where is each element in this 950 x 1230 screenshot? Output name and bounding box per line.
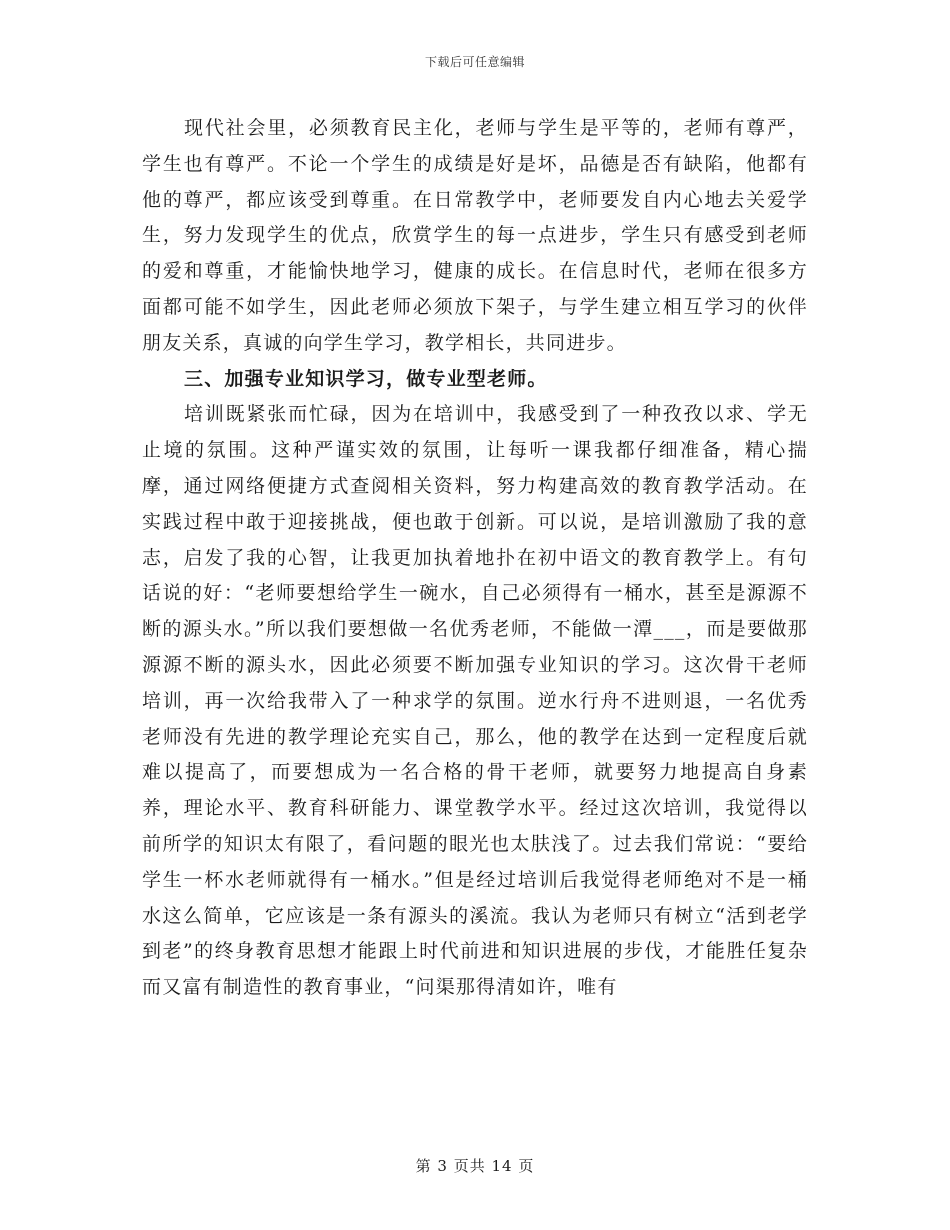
page-number: 第 3 页共 14 页: [415, 1157, 535, 1175]
document-body: [142, 111, 808, 1006]
header-note: 下载后可任意编辑: [424, 55, 525, 69]
paragraph-1: 现代社会里，必须教育民主化，老师与学生是平等的，老师有尊严，学生也有尊严。不论一个学生的成绩是好是坏，品德是否有缺陷，他都有他的尊严，都应该受到尊重。在日常教学中，老师要发自内心地去关爱学生，努力发现学生的优点，欣赏学生的每一点进步，学生只有感受到老师的爱和尊重，才能愉快地学习，健康的成长。在信息时代，老师在很多方面都可能不如学生，因此老师必须放下架子，与学生建立相互学习的伙伴朋友关系，真诚的向学生学习，教学相长，共同进步。: [142, 117, 808, 354]
section-heading-3: 三、加强专业知识学习，做专业型老师。: [184, 367, 548, 390]
paragraph-2: 培训既紧张而忙碌，因为在培训中，我感受到了一种孜孜以求、学无止境的氛围。这种严谨实效的氛围，让每听一课我都仔细准备，精心揣摩，通过网络便捷方式查阅相关资料，努力构建高效的教育教学活动。在实践过程中敢于迎接挑战，便也敢于创新。可以说，是培训激励了我的意志，启发了我的心智，让我更加执着地扑在初中语文的教育教学上。有句话说的好：“老师要想给学生一碗水，自己必须得有一桶水，甚至是源源不断的源头水。”所以我们要想做一名优秀老师，不能做一潭___，而是要做那源源不断的源头水，因此必须要不断加强专业知识的学习。这次骨干老师培训，再一次给我带入了一种求学的氛围。逆水行舟不进则退，一名优秀老师没有先进的教学理论充实自己，那么，他的教学在达到一定程度后就难以提高了，而要想成为一名合格的骨干老师，就要努力地提高自身素养，理论水平、教育科研能力、课堂教学水平。经过这次培训，我觉得以前所学的知识太有限了，看问题的眼光也太肤浅了。过去我们常说：“要给学生一杯水老师就得有一桶水。”但是经过培训后我觉得老师绝对不是一桶水这么简单，它应该是一条有源头的溪流。我认为老师只有树立“活到老学到老”的终身教育思想才能跟上时代前进和知识进展的步伐，才能胜任复杂而又富有制造性的教育事业，“问渠那得清如许，唯有: [142, 403, 808, 999]
